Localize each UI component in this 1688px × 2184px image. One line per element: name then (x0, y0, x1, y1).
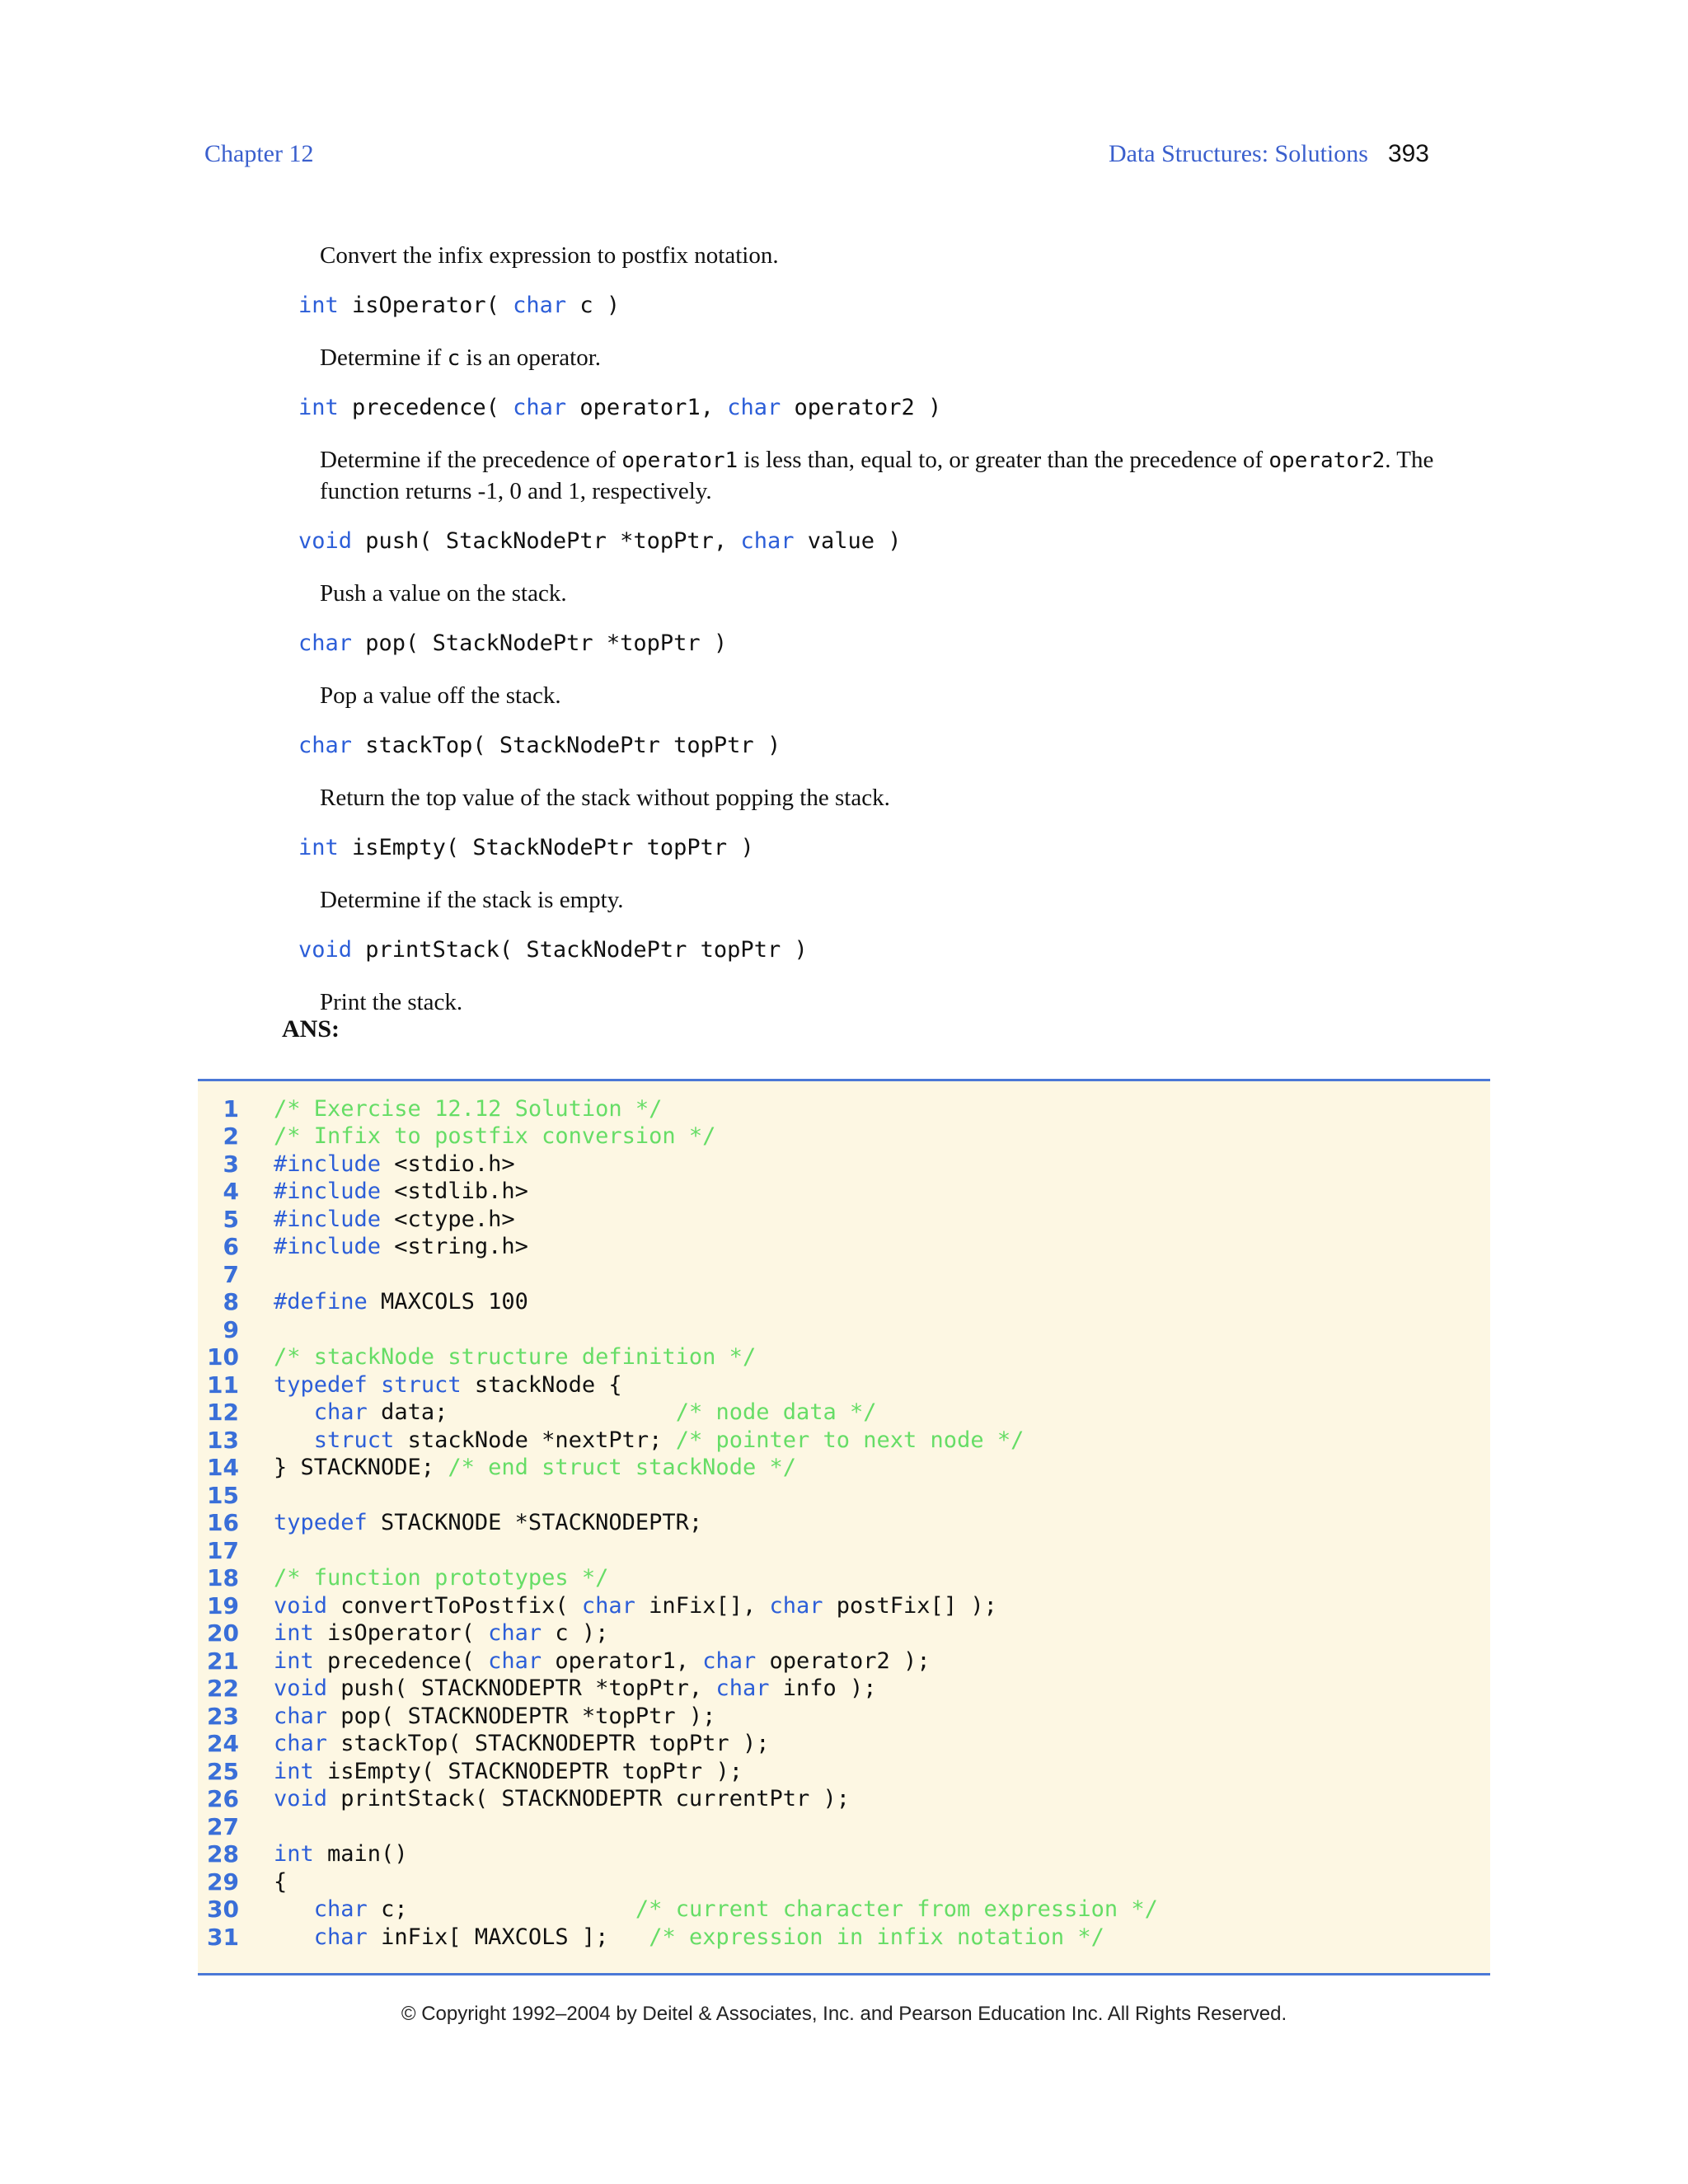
code-text: #define MAXCOLS 100 (274, 1289, 528, 1315)
code-line (198, 1094, 1490, 1122)
code-line (198, 1399, 1490, 1427)
line-number: 15 (207, 1481, 239, 1509)
function-signature: void printStack( StackNodePtr topPtr ) (298, 937, 808, 963)
code-line (198, 1757, 1490, 1785)
line-number: 14 (207, 1454, 239, 1481)
code-text: void printStack( STACKNODEPTR currentPtr ); (274, 1786, 850, 1811)
line-number: 10 (207, 1343, 239, 1371)
function-stacktop (298, 732, 1492, 760)
code-text: char pop( STACKNODEPTR *topPtr ); (274, 1703, 716, 1729)
line-number: 30 (207, 1896, 239, 1923)
code-line (198, 1536, 1490, 1564)
running-header-title: Data Structures: Solutions (1108, 140, 1368, 167)
line-number: 25 (207, 1757, 239, 1785)
code-text: void push( STACKNODEPTR *topPtr, char info ); (274, 1675, 877, 1701)
code-listing (198, 1079, 1490, 1975)
code-line (198, 1122, 1490, 1151)
function-precedence (298, 394, 1492, 422)
code-text: struct stackNode *nextPtr; /* pointer to next node */ (313, 1427, 1025, 1453)
function-signature: char pop( StackNodePtr *topPtr ) (298, 630, 728, 656)
page-number: 393 (1387, 140, 1429, 167)
line-number: 3 (223, 1150, 239, 1178)
code-text: /* Infix to postfix conversion */ (274, 1123, 716, 1149)
line-number: 20 (207, 1619, 239, 1647)
code-line (198, 1315, 1490, 1343)
code-text: } STACKNODE; /* end struct stackNode */ (274, 1455, 796, 1480)
code-line (198, 1730, 1490, 1758)
code-line (198, 1454, 1490, 1482)
copyright-notice: © Copyright 1992–2004 by Deitel & Associates, Inc. and Pearson Education Inc. All Rights Reserved. (401, 2003, 1287, 2025)
line-number: 5 (223, 1205, 239, 1233)
function-description: Determine if the stack is empty. (320, 887, 624, 913)
code-line (198, 1178, 1490, 1206)
function-description: Print the stack. (320, 989, 463, 1015)
line-number: 8 (223, 1288, 239, 1315)
line-number: 28 (207, 1840, 239, 1868)
function-description: Push a value on the stack. (320, 580, 567, 607)
line-number: 1 (223, 1094, 239, 1122)
line-number: 23 (207, 1702, 239, 1730)
code-line (198, 1675, 1490, 1703)
code-text: char data; /* node data */ (313, 1399, 877, 1425)
code-text: #include <stdio.h> (274, 1151, 515, 1177)
code-line (198, 1702, 1490, 1730)
code-line (198, 1426, 1490, 1454)
line-number: 2 (223, 1122, 239, 1150)
code-line (198, 1150, 1490, 1178)
code-line (198, 1343, 1490, 1371)
function-isoperator (298, 292, 1492, 320)
code-line (198, 1288, 1490, 1316)
answer-label: ANS: (282, 1015, 340, 1043)
line-number: 11 (207, 1371, 239, 1399)
function-description: Determine if c is an operator. (320, 344, 601, 371)
code-line (198, 1591, 1490, 1619)
line-number: 19 (207, 1591, 239, 1619)
code-line (198, 1509, 1490, 1537)
code-text: int isOperator( char c ); (274, 1620, 609, 1646)
running-header-right (1109, 140, 1429, 168)
code-line (198, 1371, 1490, 1399)
code-text: typedef struct stackNode { (274, 1371, 622, 1398)
code-text: void convertToPostfix( char inFix[], char postFix[] ); (274, 1592, 997, 1619)
function-description: Determine if the precedence of operator1 is less than, equal to, or greater than the precedence of operator2. The function returns -1, 0 and 1, respectively. (320, 447, 1434, 504)
line-number: 18 (207, 1564, 239, 1591)
function-signature: void push( StackNodePtr *topPtr, char value ) (298, 528, 902, 554)
code-text: int isEmpty( STACKNODEPTR topPtr ); (274, 1758, 743, 1784)
code-line (198, 1923, 1490, 1951)
line-number: 16 (207, 1509, 239, 1536)
code-line (198, 1481, 1490, 1509)
function-description: Pop a value off the stack. (320, 682, 561, 709)
line-number: 29 (207, 1868, 239, 1896)
line-number: 7 (223, 1260, 239, 1288)
line-number: 21 (207, 1647, 239, 1675)
code-line (198, 1840, 1490, 1868)
code-line (198, 1896, 1490, 1924)
code-line (198, 1812, 1490, 1840)
code-line (198, 1785, 1490, 1813)
code-text: char inFix[ MAXCOLS ]; /* expression in infix notation */ (313, 1924, 1104, 1950)
function-pop (298, 630, 1492, 658)
function-description: Return the top value of the stack without popping the stack. (320, 785, 890, 811)
line-number: 22 (207, 1675, 239, 1702)
line-number: 13 (207, 1426, 239, 1454)
code-text: /* stackNode structure definition */ (274, 1344, 757, 1370)
line-number: 24 (207, 1730, 239, 1757)
code-line (198, 1619, 1490, 1647)
function-isempty (298, 834, 1492, 862)
intro-description: Convert the infix expression to postfix notation. (320, 242, 779, 269)
code-line (198, 1647, 1490, 1675)
code-text: #include <stdlib.h> (274, 1179, 528, 1204)
running-header-chapter: Chapter 12 (204, 140, 314, 167)
line-number: 4 (223, 1178, 239, 1205)
code-text: int precedence( char operator1, char operator2 ); (274, 1647, 931, 1674)
line-number: 12 (207, 1399, 239, 1426)
line-number: 26 (207, 1785, 239, 1812)
code-text: char c; /* current character from expression */ (313, 1896, 1158, 1922)
function-push (298, 527, 1492, 555)
code-line (198, 1233, 1490, 1261)
code-line (198, 1260, 1490, 1288)
code-line (198, 1868, 1490, 1896)
code-text: #include <ctype.h> (274, 1206, 515, 1232)
code-text: /* Exercise 12.12 Solution */ (274, 1095, 663, 1122)
line-number: 17 (207, 1536, 239, 1564)
code-line (198, 1564, 1490, 1592)
function-printstack (298, 936, 1492, 964)
line-number: 6 (223, 1233, 239, 1260)
line-number: 31 (207, 1923, 239, 1951)
function-signature: char stackTop( StackNodePtr topPtr ) (298, 733, 781, 758)
function-signature: int isOperator( char c ) (298, 293, 621, 318)
code-text: char stackTop( STACKNODEPTR topPtr ); (274, 1731, 770, 1756)
code-line (198, 1205, 1490, 1233)
code-text: #include <string.h> (274, 1234, 528, 1259)
code-text: { (274, 1868, 288, 1895)
line-number: 27 (207, 1812, 239, 1840)
code-text: /* function prototypes */ (274, 1565, 609, 1591)
line-number: 9 (223, 1315, 239, 1343)
code-text: typedef STACKNODE *STACKNODEPTR; (274, 1510, 703, 1535)
function-signature: int isEmpty( StackNodePtr topPtr ) (298, 835, 754, 860)
function-signature: int precedence( char operator1, char operator2 ) (298, 395, 942, 420)
code-text: int main() (274, 1841, 408, 1867)
